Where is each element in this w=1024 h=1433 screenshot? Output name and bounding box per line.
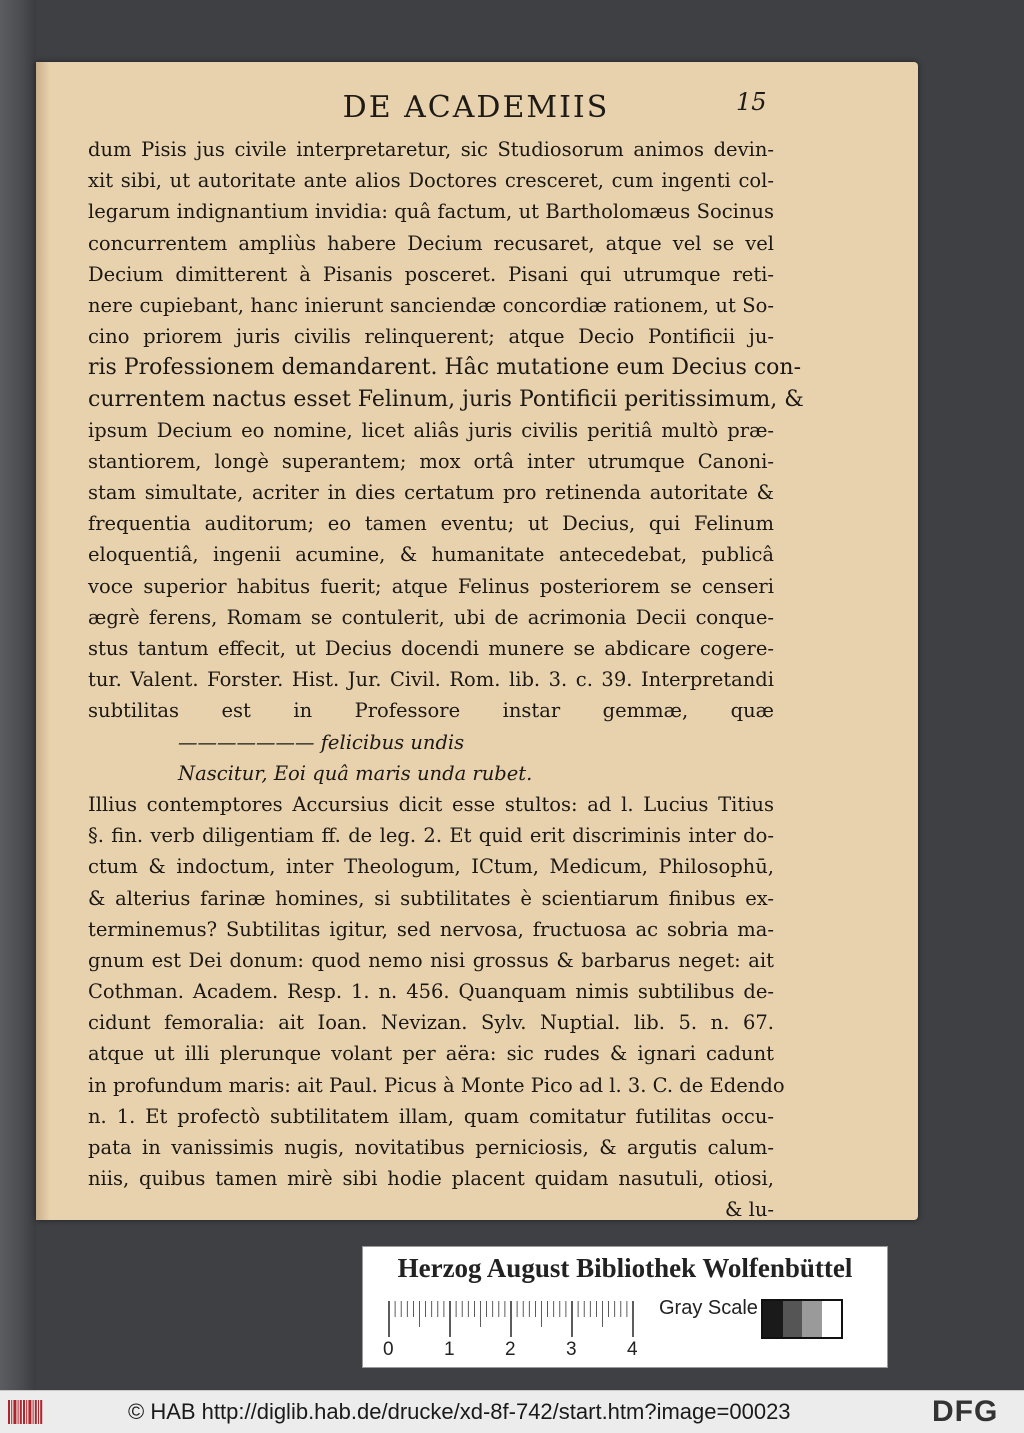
footer-bar [0,1390,1024,1433]
text-line: terminemus? Subtilitas igitur, sed nervosa, fructuosa ac sobria ma- [88,917,774,941]
dfg-logo[interactable]: DFG [932,1395,999,1428]
ruler-number: 3 [566,1339,577,1360]
ruler-number: 1 [444,1339,455,1360]
logo-bar [23,1400,25,1424]
gray-swatch [822,1301,842,1337]
text-line: ægrè ferens, Romam se contulerit, ubi de acrimonia Decii conque- [88,605,774,629]
text-line: dum Pisis jus civile interpretaretur, sic Studiosorum animos devin- [88,138,774,161]
logo-bar [28,1400,31,1424]
gray-swatch [783,1301,803,1337]
text-line: voce superior habitus fuerit; atque Felinus posteriorem se censeri [88,574,774,598]
text-line: currentem nactus esset Felinum, juris Pontificii peritissimum, & [88,386,804,412]
text-line: xit sibi, ut autoritate ante alios Doctores cresceret, cum ingenti col- [88,169,774,193]
text-line: Cothman. Academ. Resp. 1. n. 456. Quanquam nimis subtilibus de- [88,980,774,1004]
page-number: 15 [736,88,767,116]
logo-bar [18,1400,19,1424]
text-line: cino priorem juris civilis relinquerent; atque Decio Pontificii ju- [88,325,774,349]
library-color-card [362,1246,888,1368]
logo-bar [20,1400,22,1424]
logo-bar [35,1400,37,1424]
text-line: tur. Valent. Forster. Hist. Jur. Civil. Rom. lib. 3. c. 39. Interpretandi [88,668,774,692]
ruler-number: 4 [627,1339,638,1360]
text-line: Nascitur, Eoi quâ maris unda rubet. [178,761,533,785]
logo-bar [33,1400,34,1424]
text-line: subtilitas est in Professore instar gemmæ, quæ [88,699,774,723]
text-line: ——————— felicibus undis [178,730,465,754]
text-line: §. fin. verb diligentiam ff. de leg. 2. Et quid erit discriminis inter do- [88,824,774,848]
logo-bar [11,1400,12,1424]
hab-barcode-logo-icon[interactable] [6,1397,46,1427]
text-line: & alterius farinæ homines, si subtilitates è scientiarum finibus ex- [88,886,774,910]
running-head: DE ACADEMIIS [342,90,610,125]
text-line: concurrentem ampliùs habere Decium recusaret, atque vel se vel [88,231,774,255]
logo-bar [26,1400,27,1424]
gray-swatch [802,1301,822,1337]
text-line: ris Professionem demandarent. Hâc mutatione eum Decius con- [88,355,802,381]
text-line: ipsum Decium eo nomine, licet aliâs juris civilis peritiâ multò præ- [88,418,774,442]
logo-bar [38,1400,39,1424]
ruler-number: 2 [505,1339,516,1360]
text-line: legarum indignantium invidia: quâ factum, ut Bartholomæus Socinus [88,200,774,224]
text-line: Illius contemptores Accursius dicit esse stultos: ad l. Lucius Titius [88,792,774,816]
gray-scale-label: Gray Scale [659,1297,758,1319]
text-line: in profundum maris: ait Paul. Picus à Monte Pico ad l. 3. C. de Edendo [88,1073,785,1097]
library-name: Herzog August Bibliothek Wolfenbüttel [397,1253,853,1283]
text-line: nere cupiebant, hanc inierunt sanciendæ concordiæ rationem, ut So- [88,293,774,317]
text-line: cidunt femoralia: ait Ioan. Nevizan. Sylv. Nuptial. lib. 5. n. 67. [88,1011,774,1035]
text-line: niis, quibus tamen mirè sibi hodie placent quidam nasutuli, otiosi, [88,1167,774,1191]
previous-page-strip [0,0,36,1390]
text-line: stam simultate, acriter in dies certatum pro retinenda autoritate & [88,481,774,505]
page-text [88,134,804,1226]
gray-swatch [763,1301,783,1337]
ruler-scale [387,1299,647,1339]
text-line: stantiorem, longè superantem; mox ortâ inter utrumque Canoni- [88,449,774,473]
text-line: gnum est Dei donum: quod nemo nisi grossus & barbarus neget: ait [88,948,774,972]
logo-bar [8,1400,10,1424]
text-line: frequentia auditorum; eo tamen eventu; ut Decius, qui Felinum [88,512,774,536]
ruler-number: 0 [383,1339,394,1360]
text-line: stus tantum effecit, ut Decius docendi munere se abdicare cogere- [88,637,774,660]
book-page [36,62,918,1220]
logo-bar [40,1400,42,1424]
copyright-link[interactable]: © HAB http://diglib.hab.de/drucke/xd-8f-742/start.htm?image=00023 [128,1399,791,1424]
text-line: atque ut illi plerunque volant per aëra: sic rudes & ignari cadunt [88,1042,774,1066]
gray-scale-swatches [761,1299,843,1339]
text-line: Decium dimitterent à Pisanis posceret. Pisani qui utrumque reti- [88,262,774,286]
text-line: & lu- [725,1198,774,1222]
text-line: ctum & indoctum, inter Theologum, ICtum, Medicum, Philosophū, [88,855,774,879]
logo-bar [13,1400,16,1424]
text-line: pata in vanissimis nugis, novitatibus perniciosis, & argutis calum- [88,1136,774,1159]
text-line: eloquentiâ, ingenii acumine, & humanitate antecedebat, publicâ [88,543,774,567]
text-line: n. 1. Et profectò subtilitatem illam, quam comitatur futilitas occu- [88,1104,774,1128]
